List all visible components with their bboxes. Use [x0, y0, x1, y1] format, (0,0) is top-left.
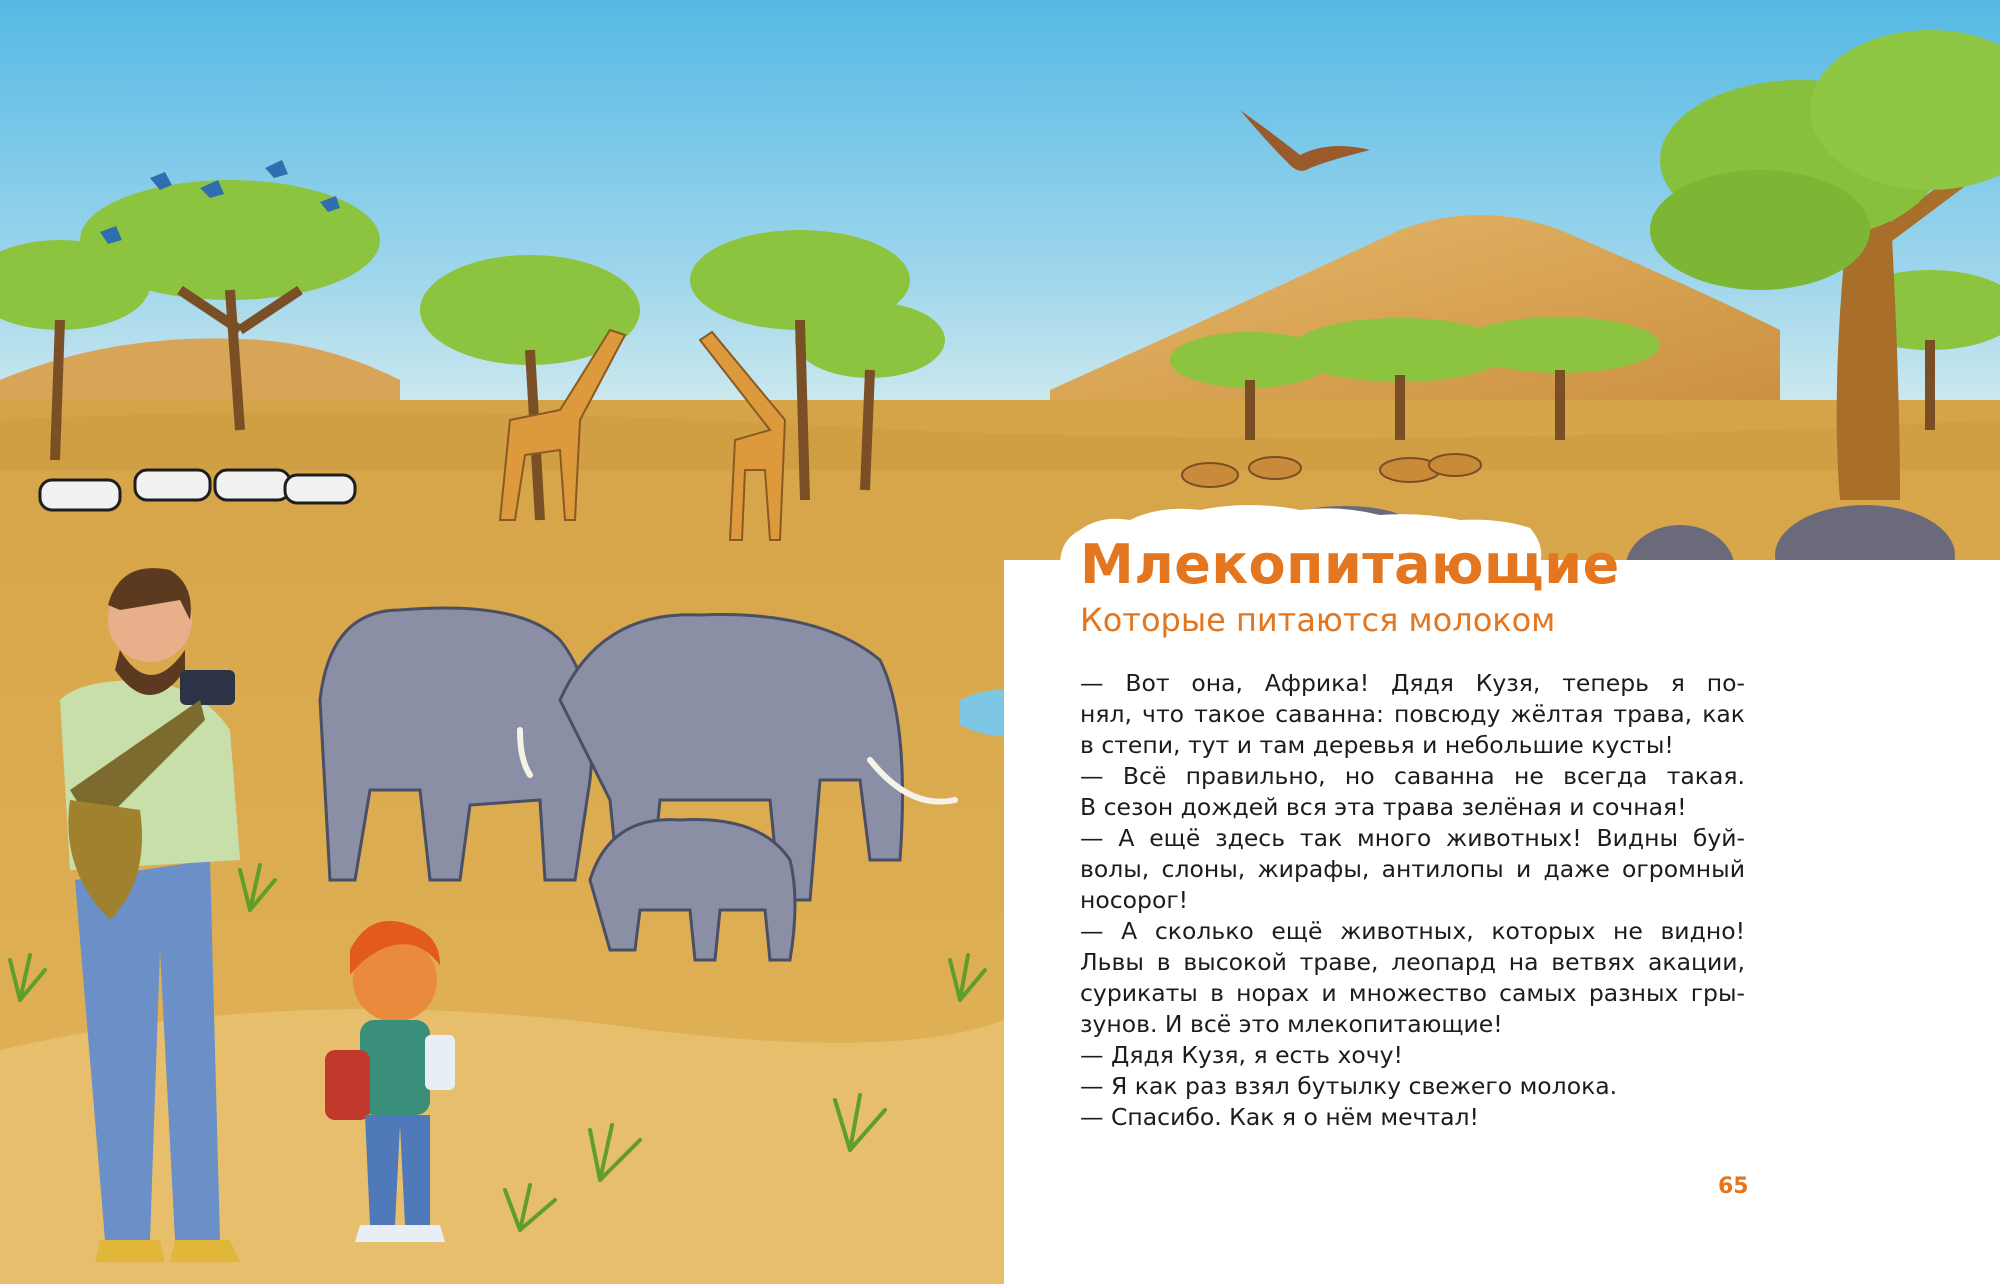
story-line: — А сколько ещё животных, которых не видно!: [1080, 917, 1745, 945]
story-line: — Всё правильно, но саванна не всегда такая.: [1080, 762, 1745, 790]
section-heading: Млекопитающие: [1080, 533, 1620, 596]
story-line: сурикаты в норах и множество самых разных гры-: [1080, 979, 1745, 1007]
story-line: В сезон дождей вся эта трава зелёная и сочная!: [1080, 793, 1687, 821]
story-line: — Вот она, Африка! Дядя Кузя, теперь я по-: [1080, 669, 1745, 697]
story-line: — Спасибо. Как я о нём мечтал!: [1080, 1103, 1479, 1131]
story-line: нял, что такое саванна: повсюду жёлтая трава, как: [1080, 700, 1745, 728]
story-line: — А ещё здесь так много животных! Видны буй-: [1080, 824, 1745, 852]
story-line: — Дядя Кузя, я есть хочу!: [1080, 1041, 1403, 1069]
story-line: носорог!: [1080, 886, 1189, 914]
section-subheading: Которые питаются молоком: [1080, 601, 1556, 639]
story-line: Львы в высокой траве, леопард на ветвях акации,: [1080, 948, 1745, 976]
page-number: 65: [1718, 1174, 1749, 1199]
story-line: — Я как раз взял бутылку свежего молока.: [1080, 1072, 1618, 1100]
story-line: волы, слоны, жирафы, антилопы и даже огромный: [1080, 855, 1745, 883]
story-text: [1080, 668, 1745, 1133]
story-line: зунов. И всё это млекопитающие!: [1080, 1010, 1503, 1038]
story-line: в степи, тут и там деревья и небольшие кусты!: [1080, 731, 1674, 759]
